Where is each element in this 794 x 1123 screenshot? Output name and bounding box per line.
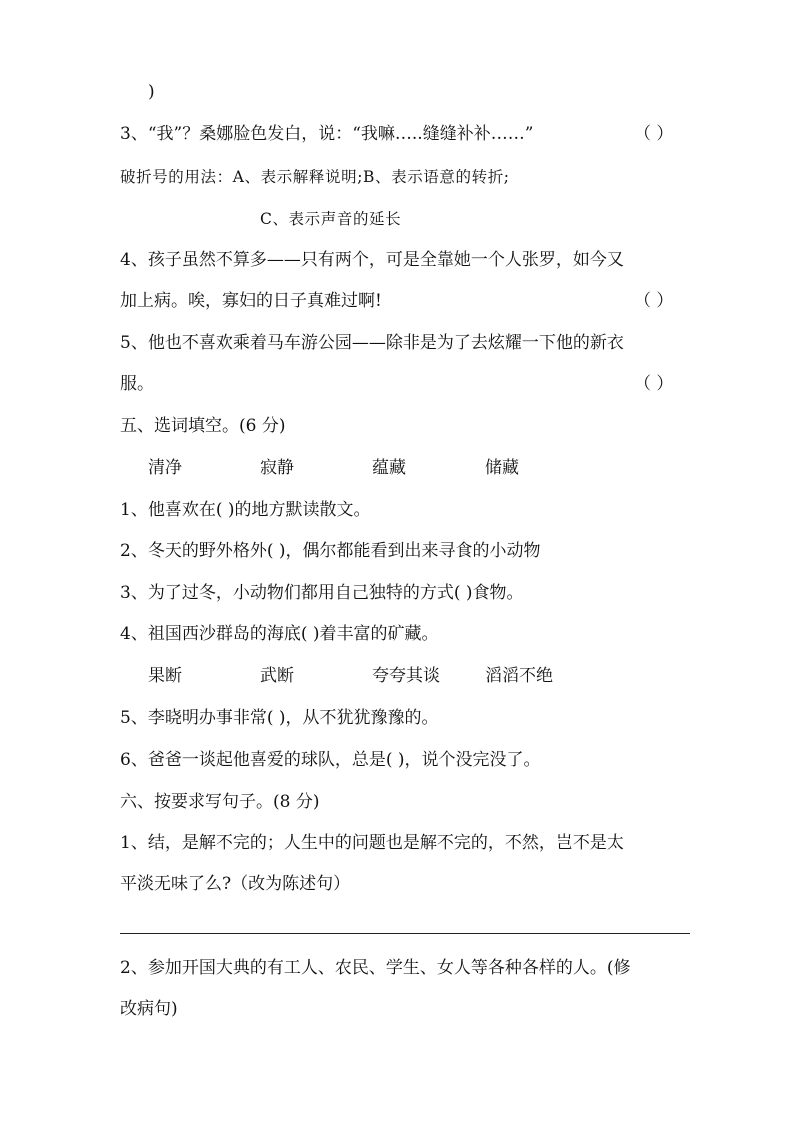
- section-6-title: 六、按要求写句子。(8 分): [120, 792, 320, 812]
- fill-item-2: 2、冬天的野外格外( )，偶尔都能看到出来寻食的小动物: [120, 541, 541, 561]
- fill-item-6: 6、爸爸一谈起他喜爱的球队，总是( )，说个没完没了。: [120, 750, 541, 770]
- question-3-option-c: C、表示声音的延长: [260, 210, 402, 228]
- question-3: 3、“我”？桑娜脸色发白，说：“我嘛…..缝缝补补……”: [120, 124, 534, 144]
- word-option: 武断: [260, 666, 294, 686]
- fill-item-4: 4、祖国西沙群岛的海底( )着丰富的矿藏。: [120, 624, 439, 644]
- rewrite-item-1-line-2: 平淡无味了么?（改为陈述句）: [120, 874, 351, 894]
- fill-item-5: 5、李晓明办事非常( )，从不犹犹豫豫的。: [120, 708, 439, 728]
- word-option: 寂静: [260, 458, 294, 478]
- question-4-line-1: 4、孩子虽然不算多——只有两个，可是全靠她一个人张罗，如今又: [120, 250, 624, 270]
- rewrite-item-1-line-1: 1、结，是解不完的；人生中的问题也是解不完的，不然，岂不是太: [120, 833, 624, 853]
- word-option: 果断: [148, 666, 182, 686]
- answer-line[interactable]: [120, 933, 690, 934]
- rewrite-item-2-line-2: 改病句): [120, 999, 178, 1019]
- question-3-options-ab: 破折号的用法：A、表示解释说明;B、表示语意的转折;: [120, 168, 510, 186]
- question-4-line-2: 加上病。唉，寡妇的日子真难过啊!: [120, 291, 382, 311]
- word-option: 蕴藏: [372, 458, 406, 478]
- section-5-title: 五、选词填空。(6 分): [120, 416, 286, 436]
- closing-paren: ): [148, 82, 155, 102]
- question-5-line-1: 5、他也不喜欢乘着马车游公园——除非是为了去炫耀一下他的新衣: [120, 333, 624, 353]
- word-option: 储藏: [485, 458, 519, 478]
- fill-item-3: 3、为了过冬，小动物们都用自己独特的方式( )食物。: [120, 583, 524, 603]
- answer-bracket-5: （ ）: [634, 374, 674, 394]
- question-5-line-2: 服。: [120, 374, 154, 394]
- answer-bracket-3: （ ）: [634, 124, 674, 144]
- word-option: 滔滔不绝: [485, 666, 553, 686]
- answer-bracket-4: （ ）: [634, 291, 674, 311]
- word-option: 夸夸其谈: [372, 666, 440, 686]
- rewrite-item-2-line-1: 2、参加开国大典的有工人、农民、学生、女人等各种各样的人。(修: [120, 958, 631, 978]
- fill-item-1: 1、他喜欢在( )的地方默读散文。: [120, 500, 371, 520]
- word-option: 清净: [148, 458, 182, 478]
